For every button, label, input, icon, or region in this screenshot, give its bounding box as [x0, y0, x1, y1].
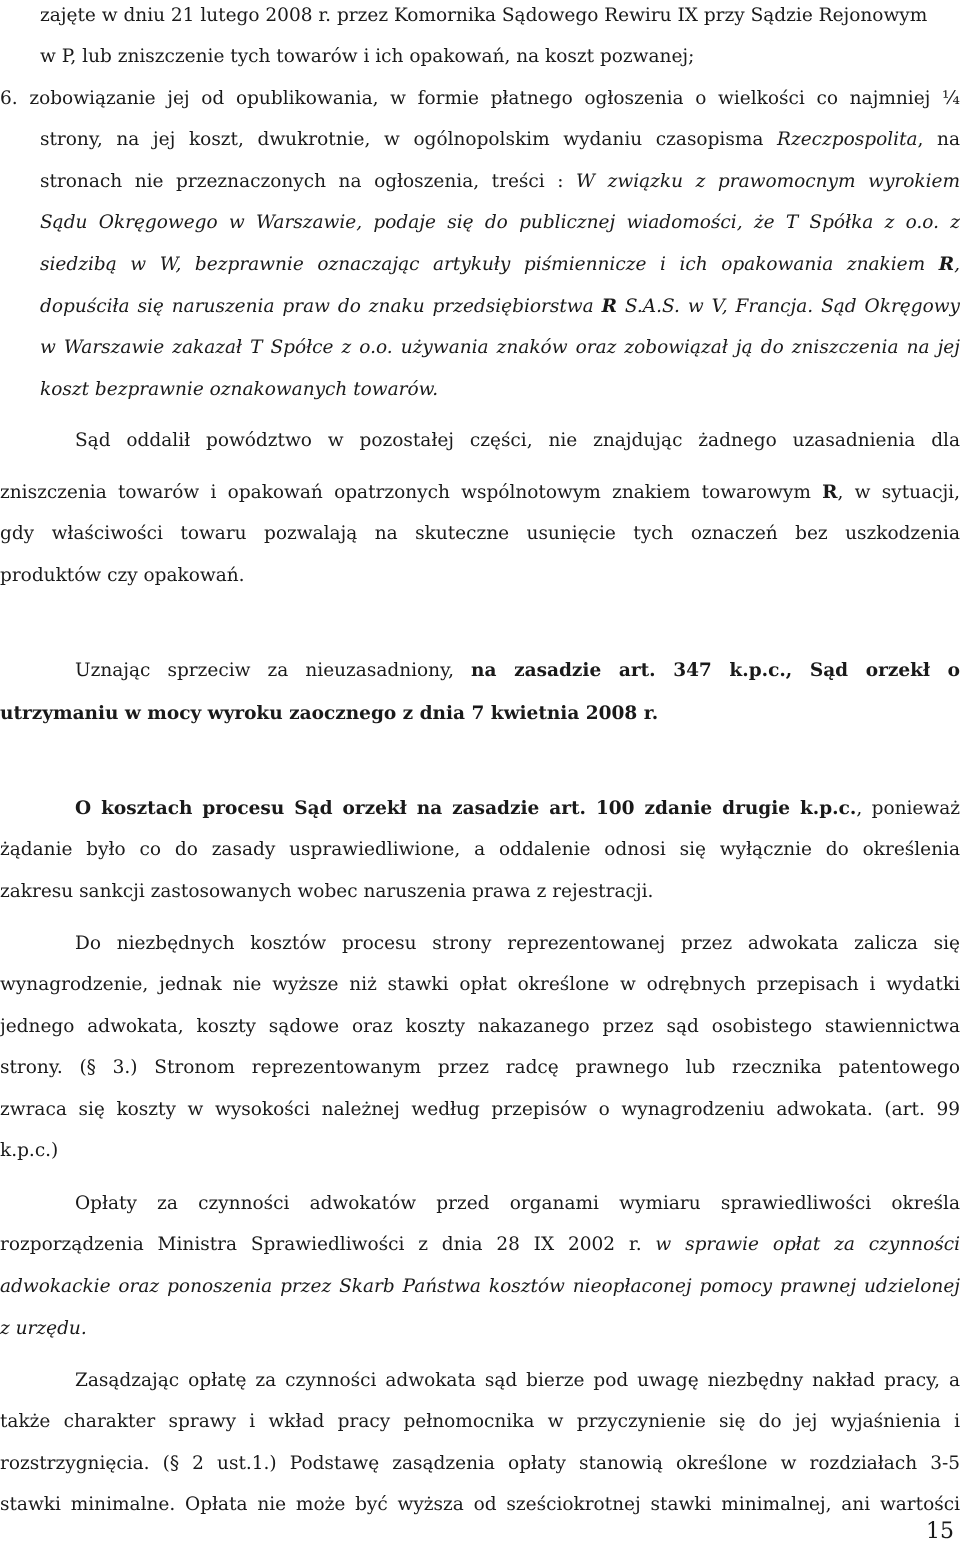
- item6-line: 6. zobowiązanie jej od opublikowania, w formie płatnego ogłoszenia o wielkości co najmniej ¼: [0, 88, 960, 109]
- item6-line: stronach nie przeznaczonych na ogłoszenia, treści : W związku z prawomocnym wyrokiem: [40, 171, 960, 192]
- paragraph-line: jednego adwokata, koszty sądowe oraz koszty nakazanego przez sąd osobistego stawiennictwa: [0, 1016, 960, 1037]
- paragraph-line: zwraca się koszty w wysokości należnej według przepisów o wynagrodzeniu adwokata. (art. 99: [0, 1099, 960, 1120]
- paragraph-line: produktów czy opakowań.: [0, 565, 245, 586]
- paragraph-line: żądanie było co do zasady usprawiedliwione, a oddalenie odnosi się wyłącznie do określenia: [0, 839, 960, 860]
- paragraph-line: Zasądzając opłatę za czynności adwokata sąd bierze pod uwagę niezbędny nakład pracy, a: [75, 1370, 960, 1391]
- item5-line: zajęte w dniu 21 lutego 2008 r. przez Komornika Sądowego Rewiru IX przy Sądzie Rejonowym: [40, 5, 928, 26]
- paragraph-line: gdy właściwości towaru pozwalają na skuteczne usunięcie tych oznaczeń bez uszkodzenia: [0, 523, 960, 544]
- paragraph-line: utrzymaniu w mocy wyroku zaocznego z dnia 7 kwietnia 2008 r.: [0, 703, 659, 724]
- paragraph-line: zakresu sankcji zastosowanych wobec naruszenia prawa z rejestracji.: [0, 881, 654, 902]
- paragraph-line: rozstrzygnięcia. (§ 2 ust.1.) Podstawę zasądzenia opłaty stanowią określone w rozdziałach 3-5: [0, 1453, 960, 1474]
- paragraph-line: Sąd oddalił powództwo w pozostałej części, nie znajdując żadnego uzasadnienia dla: [75, 430, 960, 451]
- paragraph-line: O kosztach procesu Sąd orzekł na zasadzie art. 100 zdanie drugie k.p.c., ponieważ: [75, 798, 960, 819]
- paragraph-line: k.p.c.): [0, 1140, 59, 1161]
- item6-quote-line: w Warszawie zakazał T Spółce z o.o. używania znaków oraz zobowiązał ją do zniszczenia na jej: [40, 337, 960, 358]
- item6-quote-line: koszt bezprawnie oznakowanych towarów.: [40, 379, 439, 400]
- paragraph-line: rozporządzenia Ministra Sprawiedliwości z dnia 28 IX 2002 r. w sprawie opłat za czynności: [0, 1234, 960, 1255]
- item6-quote-line: Sądu Okręgowego w Warszawie, podaje się do publicznej wiadomości, że T Spółka z o.o. z: [40, 212, 960, 233]
- page-number: 15: [926, 1519, 954, 1544]
- paragraph-line: także charakter sprawy i wkład pracy pełnomocnika w przyczynienie się do jej wyjaśnienia i: [0, 1411, 960, 1432]
- item6-line: strony, na jej koszt, dwukrotnie, w ogólnopolskim wydaniu czasopisma Rzeczpospolita, na: [40, 129, 960, 150]
- paragraph-line: Uznając sprzeciw za nieuzasadniony, na zasadzie art. 347 k.p.c., Sąd orzekł o: [75, 660, 960, 681]
- item6-quote-line: dopuściła się naruszenia praw do znaku przedsiębiorstwa R S.A.S. w V, Francja. Sąd Okręgowy: [40, 296, 960, 317]
- paragraph-line: strony. (§ 3.) Stronom reprezentowanym przez radcę prawnego lub rzecznika patentowego: [0, 1057, 960, 1078]
- item6-quote-line: siedzibą w W, bezprawnie oznaczając artykuły piśmiennicze i ich opakowania znakiem R,: [40, 254, 960, 275]
- paragraph-line: Do niezbędnych kosztów procesu strony reprezentowanej przez adwokata zalicza się: [75, 933, 960, 954]
- paragraph-line: Opłaty za czynności adwokatów przed organami wymiaru sprawiedliwości określa: [75, 1193, 960, 1214]
- paragraph-line: adwokackie oraz ponoszenia przez Skarb Państwa kosztów nieopłaconej pomocy prawnej udzielonej: [0, 1276, 960, 1297]
- paragraph-line: wynagrodzenie, jednak nie wyższe niż stawki opłat określone w odrębnych przepisach i wydatki: [0, 974, 960, 995]
- paragraph-line: stawki minimalne. Opłata nie może być wyższa od sześciokrotnej stawki minimalnej, ani wartości: [0, 1494, 960, 1515]
- paragraph-line: zniszczenia towarów i opakowań opatrzonych wspólnotowym znakiem towarowym R, w sytuacji,: [0, 482, 960, 503]
- paragraph-line: z urzędu.: [0, 1318, 87, 1339]
- item5-line: w P, lub zniszczenie tych towarów i ich opakowań, na koszt pozwanej;: [40, 46, 695, 67]
